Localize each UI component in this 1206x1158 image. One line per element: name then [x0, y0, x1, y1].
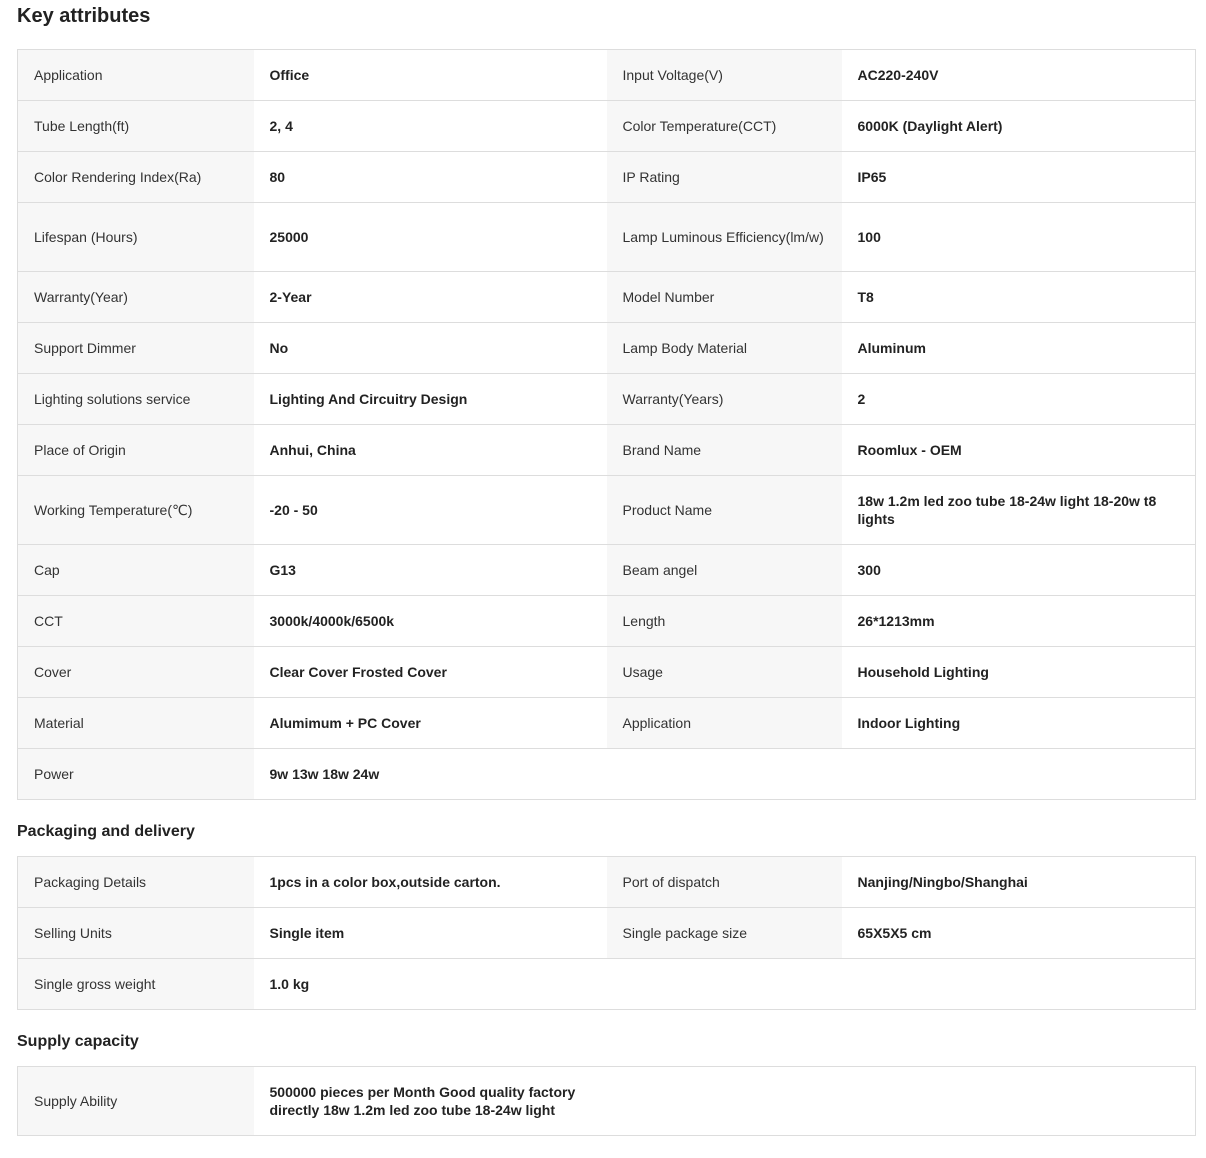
table-row — [18, 476, 1196, 545]
attribute-label: Application — [18, 50, 254, 101]
table-row — [18, 50, 1196, 101]
attribute-value: 3000k/4000k/6500k — [254, 596, 607, 647]
table-row — [18, 425, 1196, 476]
empty-cell — [607, 749, 1196, 800]
attribute-label: IP Rating — [607, 152, 842, 203]
attribute-label: Input Voltage(V) — [607, 50, 842, 101]
attribute-label: Lamp Luminous Efficiency(lm/w) — [607, 203, 842, 272]
table-row — [18, 203, 1196, 272]
attribute-value: 2-Year — [254, 272, 607, 323]
attribute-value: Alumimum + PC Cover — [254, 698, 607, 749]
attribute-value: Clear Cover Frosted Cover — [254, 647, 607, 698]
empty-cell — [607, 1067, 1196, 1136]
table-row — [18, 857, 1196, 908]
supply-capacity-title: Supply capacity — [17, 1033, 139, 1050]
packaging-delivery-table — [17, 856, 1196, 1010]
table-row — [18, 545, 1196, 596]
attribute-value: 300 — [842, 545, 1196, 596]
table-row — [18, 749, 1196, 800]
attribute-label: Color Temperature(CCT) — [607, 101, 842, 152]
attribute-label: Single gross weight — [18, 959, 254, 1010]
table-row — [18, 374, 1196, 425]
table-row — [18, 101, 1196, 152]
table-row — [18, 323, 1196, 374]
attribute-value: 25000 — [254, 203, 607, 272]
table-row — [18, 698, 1196, 749]
attribute-value: 6000K (Daylight Alert) — [842, 101, 1196, 152]
attribute-value: AC220-240V — [842, 50, 1196, 101]
attribute-label: Material — [18, 698, 254, 749]
attribute-label: Lighting solutions service — [18, 374, 254, 425]
attribute-label: Beam angel — [607, 545, 842, 596]
attribute-label: Color Rendering Index(Ra) — [18, 152, 254, 203]
packaging-delivery-title: Packaging and delivery — [17, 823, 195, 840]
attribute-value: -20 - 50 — [254, 476, 607, 545]
attribute-value: Office — [254, 50, 607, 101]
attribute-value: Nanjing/Ningbo/Shanghai — [842, 857, 1196, 908]
attribute-label: Lamp Body Material — [607, 323, 842, 374]
attribute-label: Port of dispatch — [607, 857, 842, 908]
attribute-label: Place of Origin — [18, 425, 254, 476]
attribute-label: Power — [18, 749, 254, 800]
empty-cell — [607, 959, 1196, 1010]
attribute-label: Packaging Details — [18, 857, 254, 908]
supply-capacity-table — [17, 1066, 1196, 1136]
table-row — [18, 272, 1196, 323]
key-attributes-title: Key attributes — [17, 5, 151, 27]
attribute-value: 80 — [254, 152, 607, 203]
attribute-label: Cover — [18, 647, 254, 698]
table-row — [18, 647, 1196, 698]
attribute-label: Length — [607, 596, 842, 647]
attribute-value: 65X5X5 cm — [842, 908, 1196, 959]
attribute-label: Application — [607, 698, 842, 749]
attribute-value: Anhui, China — [254, 425, 607, 476]
attribute-value: 9w 13w 18w 24w — [254, 749, 607, 800]
attribute-label: Product Name — [607, 476, 842, 545]
attribute-label: Tube Length(ft) — [18, 101, 254, 152]
attribute-value: Household Lighting — [842, 647, 1196, 698]
attribute-label: Warranty(Year) — [18, 272, 254, 323]
attribute-value: Aluminum — [842, 323, 1196, 374]
attribute-label: Brand Name — [607, 425, 842, 476]
attribute-label: Warranty(Years) — [607, 374, 842, 425]
attribute-label: Working Temperature(℃) — [18, 476, 254, 545]
attribute-value: Lighting And Circuitry Design — [254, 374, 607, 425]
attribute-value: 500000 pieces per Month Good quality factory directly 18w 1.2m led zoo tube 18-24w light — [254, 1067, 607, 1136]
attribute-label: Lifespan (Hours) — [18, 203, 254, 272]
attribute-label: Usage — [607, 647, 842, 698]
attribute-label: Model Number — [607, 272, 842, 323]
attribute-value: T8 — [842, 272, 1196, 323]
table-row — [18, 596, 1196, 647]
table-row — [18, 1067, 1196, 1136]
attribute-label: CCT — [18, 596, 254, 647]
attribute-value: 1pcs in a color box,outside carton. — [254, 857, 607, 908]
attribute-value: Single item — [254, 908, 607, 959]
attribute-label: Selling Units — [18, 908, 254, 959]
attribute-value: No — [254, 323, 607, 374]
table-row — [18, 959, 1196, 1010]
attribute-value: 18w 1.2m led zoo tube 18-24w light 18-20w t8 lights — [842, 476, 1196, 545]
attribute-value: 26*1213mm — [842, 596, 1196, 647]
attribute-value: 1.0 kg — [254, 959, 607, 1010]
attribute-value: IP65 — [842, 152, 1196, 203]
attribute-value: 2 — [842, 374, 1196, 425]
attribute-value: G13 — [254, 545, 607, 596]
attribute-value: 100 — [842, 203, 1196, 272]
key-attributes-table — [17, 49, 1196, 800]
attribute-value: Roomlux - OEM — [842, 425, 1196, 476]
table-row — [18, 152, 1196, 203]
attribute-label: Supply Ability — [18, 1067, 254, 1136]
attribute-label: Single package size — [607, 908, 842, 959]
table-row — [18, 908, 1196, 959]
attribute-value: Indoor Lighting — [842, 698, 1196, 749]
attribute-label: Cap — [18, 545, 254, 596]
attribute-value: 2, 4 — [254, 101, 607, 152]
attribute-label: Support Dimmer — [18, 323, 254, 374]
